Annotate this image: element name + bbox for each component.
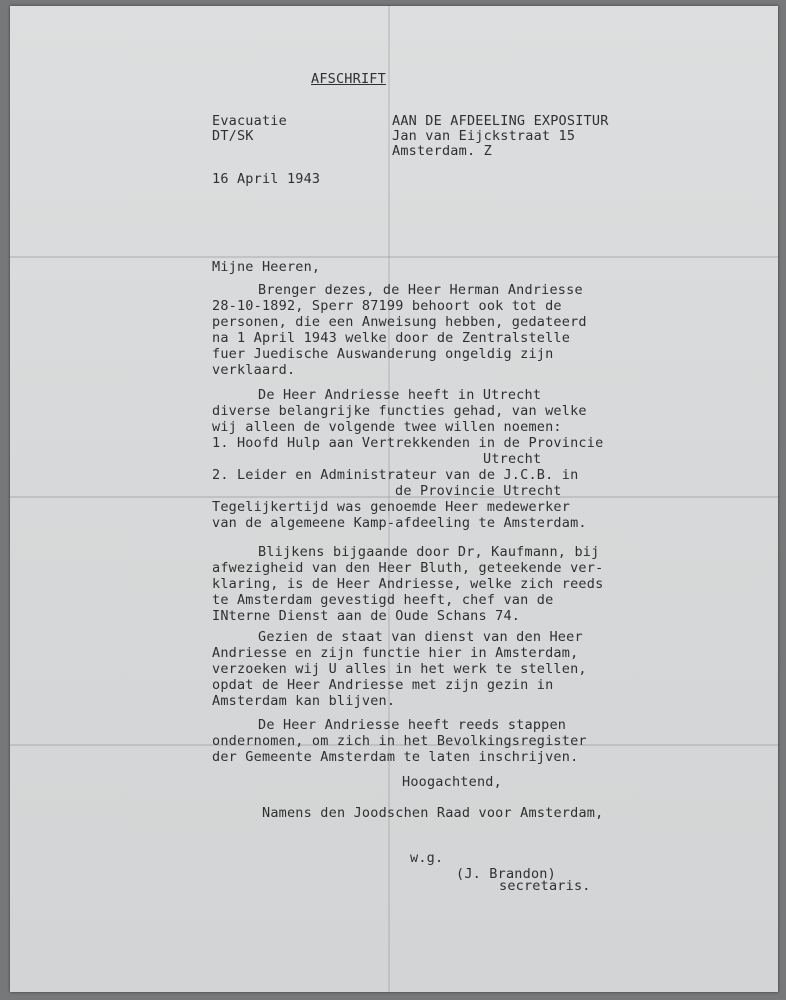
list-item-continuation: Utrecht <box>483 451 542 467</box>
paragraph-line: klaring, is de Heer Andriesse, welke zich reeds <box>212 576 604 592</box>
paragraph-line: fuer Juedische Auswanderung ongeldig zijn <box>212 346 554 362</box>
paragraph-line: opdat de Heer Andriesse met zijn gezin in <box>212 677 554 693</box>
reference-line: DT/SK <box>212 128 254 144</box>
paragraph-line: Amsterdam kan blijven. <box>212 693 396 709</box>
paragraph-line: INterne Dienst aan de Oude Schans 74. <box>212 608 521 624</box>
salutation: Mijne Heeren, <box>212 259 321 275</box>
reference-line: Evacuatie <box>212 113 287 129</box>
paragraph-line: Gezien de staat van dienst van den Heer <box>258 629 583 645</box>
paragraph-line: ondernomen, om zich in het Bevolkingsregister <box>212 733 587 749</box>
paragraph-line: diverse belangrijke functies gehad, van welke <box>212 403 587 419</box>
paragraph-line: Andriesse en zijn functie hier in Amsterdam, <box>212 645 579 661</box>
address-line: Jan van Eijckstraat 15 <box>392 128 576 144</box>
paragraph-line: 28-10-1892, Sperr 87199 behoort ook tot de <box>212 298 562 314</box>
paragraph-line: Brenger dezes, de Heer Herman Andriesse <box>258 282 583 298</box>
fold-line <box>10 496 778 498</box>
signed-mark: w.g. <box>410 850 444 866</box>
paragraph-line: De Heer Andriesse heeft in Utrecht <box>258 387 542 403</box>
paragraph-line: van de algemeene Kamp-afdeeling te Amsterdam. <box>212 515 587 531</box>
paragraph-line: der Gemeente Amsterdam te laten inschrijven. <box>212 749 579 765</box>
paragraph-line: Blijkens bijgaande door Dr, Kaufmann, bij <box>258 544 600 560</box>
paragraph-line: afwezigheid van den Heer Bluth, geteekende ver- <box>212 560 604 576</box>
list-item: 2. Leider en Administrateur van de J.C.B. in <box>212 467 579 483</box>
letter-date: 16 April 1943 <box>212 171 321 187</box>
paragraph-line: na 1 April 1943 welke door de Zentralstelle <box>212 330 571 346</box>
closing: Hoogachtend, <box>402 774 502 790</box>
paragraph-line: te Amsterdam gevestigd heeft, chef van de <box>212 592 554 608</box>
signatory-name: (J. Brandon) <box>456 866 556 882</box>
signatory-title: secretaris. <box>499 878 591 894</box>
fold-line <box>10 256 778 258</box>
paragraph-line: Tegelijkertijd was genoemde Heer medewerker <box>212 499 571 515</box>
list-item-continuation: de Provincie Utrecht <box>395 483 562 499</box>
list-item: 1. Hoofd Hulp aan Vertrekkenden in de Provincie <box>212 435 604 451</box>
paragraph-line: wij alleen de volgende twee willen noemen: <box>212 419 562 435</box>
document-title: AFSCHRIFT <box>311 71 386 87</box>
paragraph-line: verklaard. <box>212 362 296 378</box>
address-line: Amsterdam. Z <box>392 143 492 159</box>
paragraph-line: De Heer Andriesse heeft reeds stappen <box>258 717 567 733</box>
paragraph-line: personen, die een Anweisung hebben, gedateerd <box>212 314 587 330</box>
address-line: AAN DE AFDEELING EXPOSITUR <box>392 113 609 129</box>
paragraph-line: verzoeken wij U alles in het werk te stellen, <box>212 661 587 677</box>
organisation-line: Namens den Joodschen Raad voor Amsterdam, <box>262 805 604 821</box>
